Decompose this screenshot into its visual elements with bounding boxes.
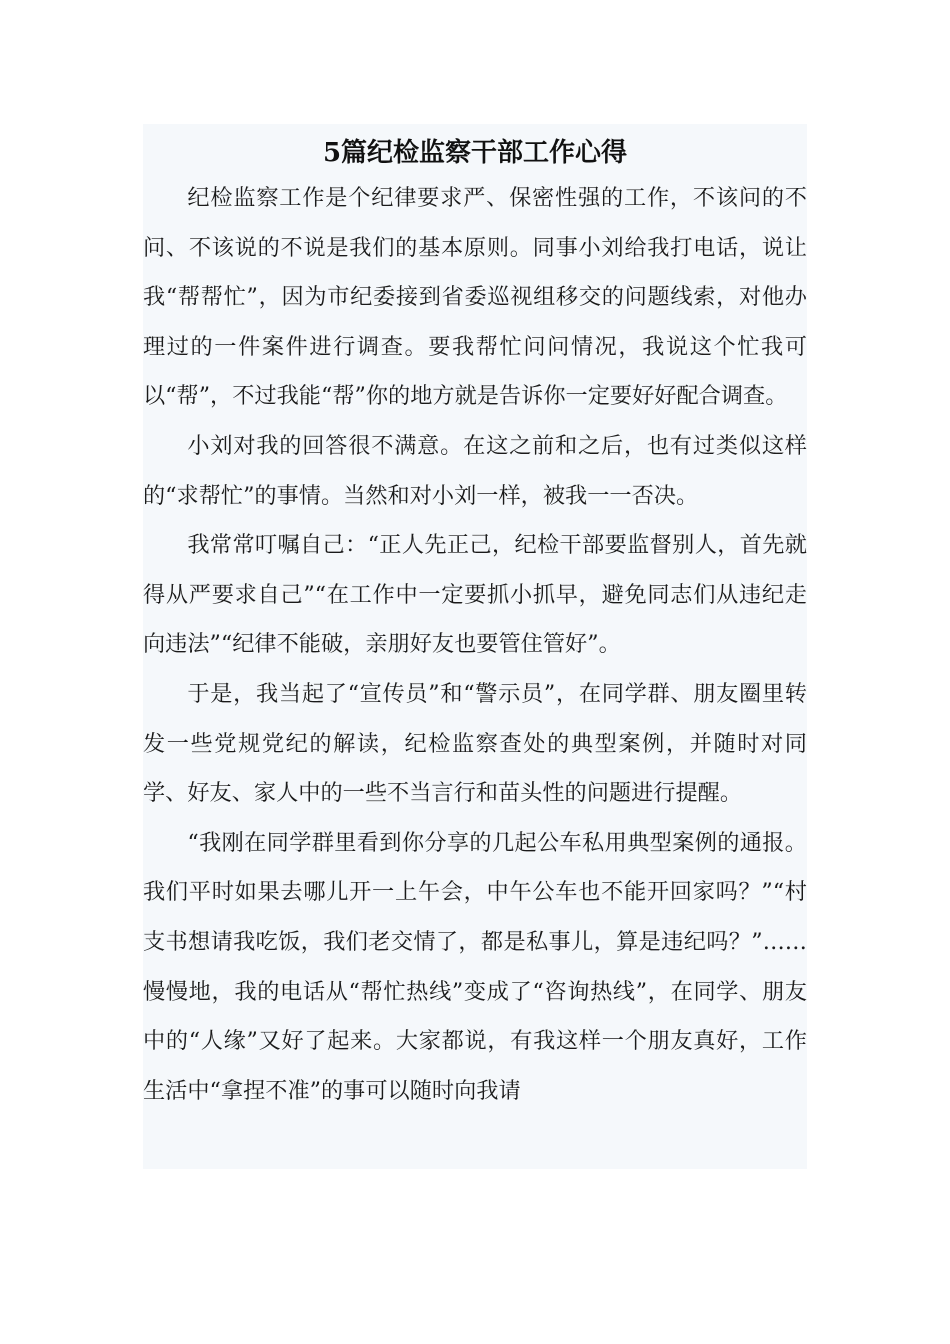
paragraph-1: 纪检监察工作是个纪律要求严、保密性强的工作，不该问的不问、不该说的不说是我们的基本原则。同事小刘给我打电话，说让我“帮帮忙”，因为市纪委接到省委巡视组移交的问题线索，对他办理过的一件案件进行调查。要我帮忙问问情况，我说这个忙我可以“帮”，不过我能“帮”你的地方就是告诉你一定要好好配合调查。 (143, 185, 807, 410)
paragraph-4: 于是，我当起了“宣传员”和“警示员”，在同学群、朋友圈里转发一些党规党纪的解读，纪检监察查处的典型案例，并随时对同学、好友、家人中的一些不当言行和苗头性的问题进行提醒。 (143, 680, 807, 807)
paragraph-2: 小刘对我的回答很不满意。在这之前和之后，也有过类似这样的“求帮忙”的事情。当然和对小刘一样，被我一一否决。 (143, 432, 807, 509)
document-body (143, 124, 807, 1169)
paragraph-5: “我刚在同学群里看到你分享的几起公车私用典型案例的通报。我们平时如果去哪儿开一上午会，中午公车也不能开回家吗？”“村支书想请我吃饭，我们老交情了，都是私事儿，算是违纪吗？”……慢慢地，我的电话从“帮忙热线”变成了“咨询热线”，在同学、朋友中的“人缘”又好了起来。大家都说，有我这样一个朋友真好，工作生活中“拿捏不准”的事可以随时向我请 (143, 829, 807, 1104)
document-title: 5篇纪检监察干部工作心得 (322, 138, 628, 168)
paragraph-3: 我常常叮嘱自己：“正人先正己，纪检干部要监督别人，首先就得从严要求自己”“在工作中一定要抓小抓早，避免同志们从违纪走向违法”“纪律不能破，亲朋好友也要管住管好”。 (143, 532, 807, 658)
